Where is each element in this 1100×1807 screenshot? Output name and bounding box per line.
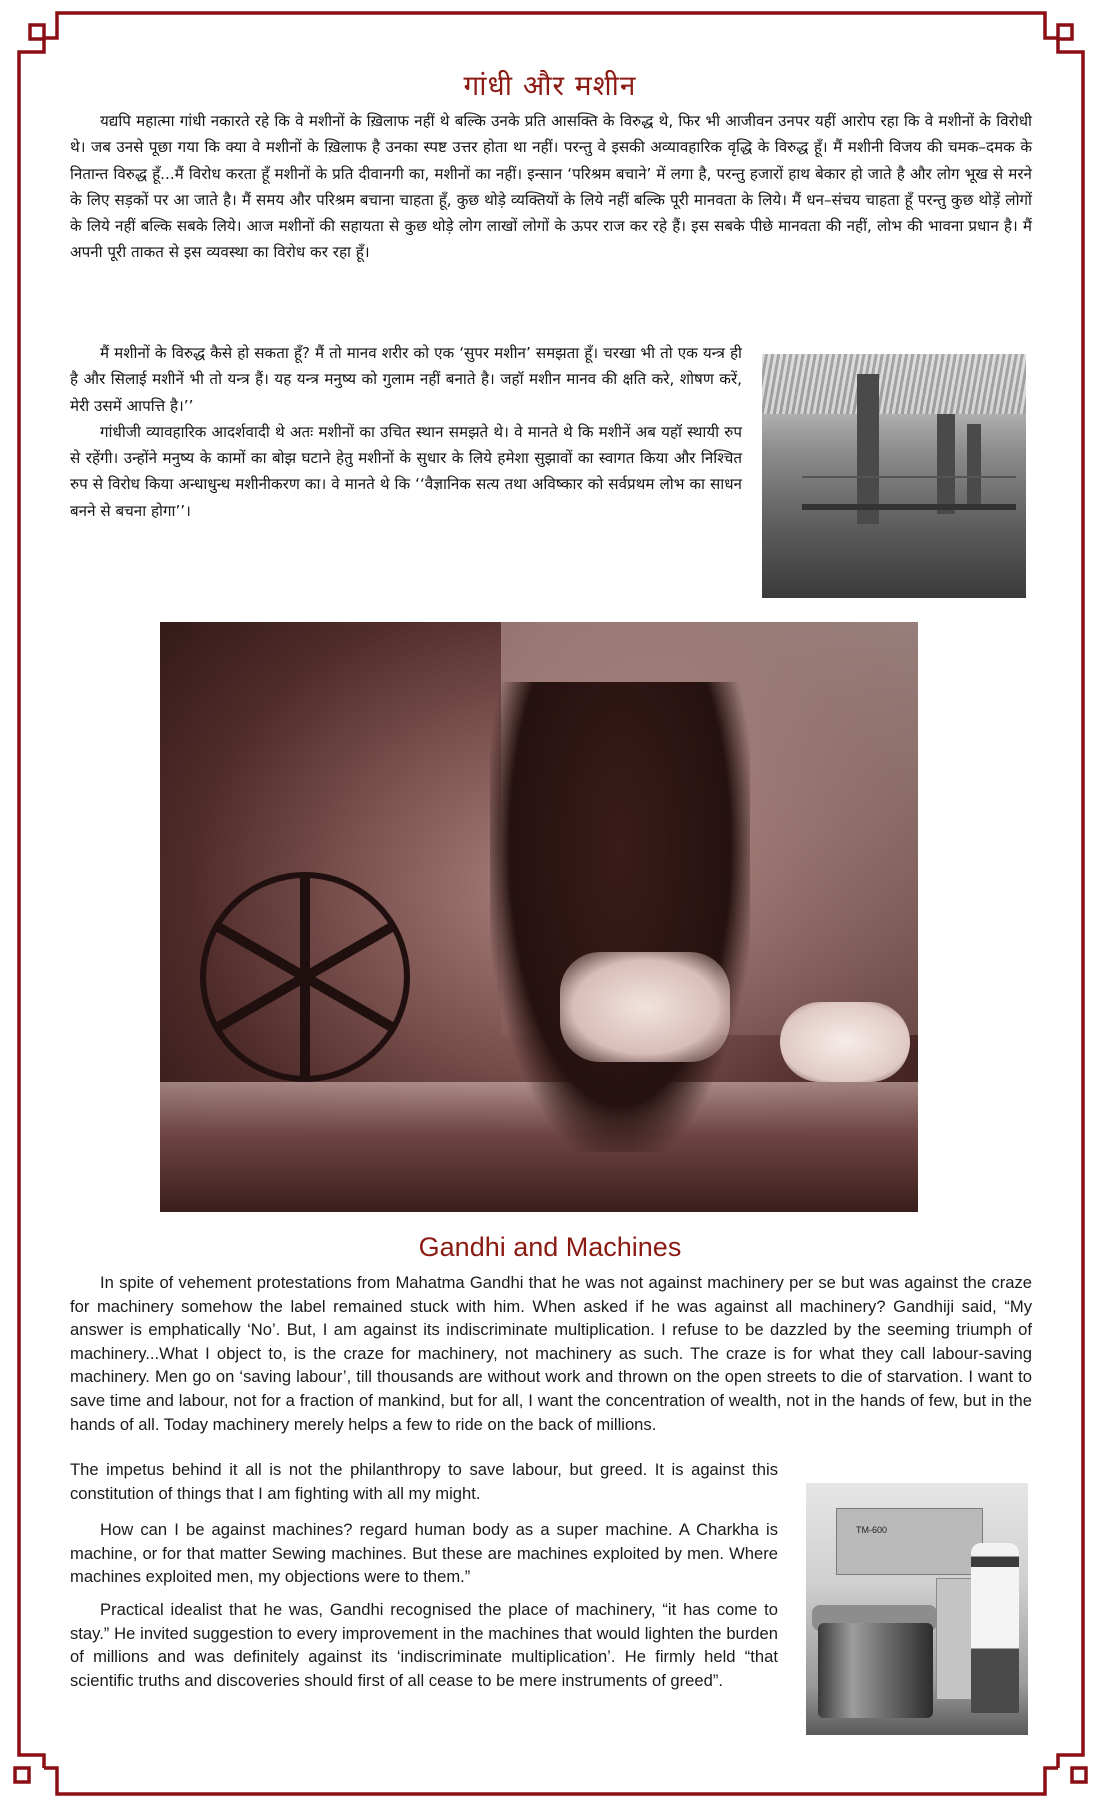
- english-intro-section: [70, 1271, 1032, 1436]
- mixer-label: TM-600: [856, 1525, 888, 1535]
- english-title: Gandhi and Machines: [418, 1232, 682, 1262]
- factory-railing: [802, 476, 1016, 478]
- photo-pillow: [780, 1002, 910, 1082]
- gandhi-dhoti: [560, 952, 730, 1062]
- gandhi-figure: [490, 682, 750, 1152]
- worker-figure: [971, 1543, 1019, 1713]
- english-paragraph-3: Practical idealist that he was, Gandhi recognised the place of machinery, “it has come to stay.” He invited suggestion to every improvement in the machines that would lighten the burden of millions and was definitely against its ‘indiscriminate multiplication’. He firmly held “that scientific truths and discoveries should first of all cease to be mere instruments of greed”.: [70, 1599, 778, 1690]
- english-paragraph-2: How can I be against machines? regard human body as a super machine. A Charkha is machine, or for that matter Sewing machines. But these are machines exploited by men. Where machines exploited men, my objections were to them.”: [70, 1520, 778, 1587]
- hindi-paragraph-3: गांधीजी व्यावहारिक आदर्शवादी थे अतः मशीनों का उचित स्थान समझते थे। वे मानते थे कि मशीनें अब यहॉ स्थायी रुप से रहेंगी। उन्होंने मनुष्य के कामों का बोझ घटाने हेतु मशीनों के सुधार के लिये हमेशा सुझावों का स्वागत किया और निश्चित रुप से विरोध किया अन्धाधुन्ध मशीनीकरण का। वे मानते थे कि ‘‘वैज्ञानिक सत्य तथा अविष्कार को सर्वप्रथम लोभ का साधन बनने से बचना होगा’’।: [70, 422, 742, 520]
- hindi-paragraph-2: मैं मशीनों के विरुद्ध कैसे हो सकता हूँ? मैं तो मानव शरीर को एक ‘सुपर मशीन’ समझता हूँ। चरखा भी तो एक यन्त्र ही है और सिलाई मशीनें भी तो यन्त्र हैं। यह यन्त्र मनुष्य को गुलाम नहीं बनाते है। जहॉ मशीन मानव की क्षति करे, शोषण करें, मेरी उसमें आपत्ति है।’’: [70, 344, 742, 415]
- factory-roof: [762, 354, 1026, 414]
- hindi-title: गांधी और मशीन: [463, 69, 637, 102]
- gandhi-charkha-photo: [160, 622, 918, 1212]
- factory-column: [857, 374, 879, 524]
- english-paragraph-1: In spite of vehement protestations from Mahatma Gandhi that he was not against machinery per se but was against the craze for machinery somehow the label remained stuck with him. When asked if he was against all machinery? Gandhiji said, “My answer is emphatically ‘No’. But, I am against its indiscriminate multiplication. I refuse to be dazzled by the seeming triumph of machinery...What I object to, is the craze for machinery, not machinery as such. The craze is for what they call labour-saving machinery. Men go on ‘saving labour’, till thousands are without work and thrown on the open streets to die of starvation. I want to save time and labour, not for a fraction of mankind, but for all, I want the concentration of wealth, not in the hands of few, but in the hands of all. Today machinery merely helps a few to ride on the back of millions.: [70, 1273, 1032, 1434]
- factory-column: [937, 414, 955, 514]
- factory-column: [967, 424, 981, 504]
- hindi-quote-section: [70, 340, 742, 524]
- mixer-photo: [806, 1483, 1028, 1735]
- english-quote-section: [70, 1458, 778, 1701]
- factory-platform: [802, 504, 1016, 510]
- english-paragraph-1-continued: The impetus behind it all is not the philanthropy to save labour, but greed. It is against this constitution of things that I am fighting with all my might.: [70, 1460, 778, 1503]
- mixer-head: [836, 1508, 983, 1575]
- hindi-intro-paragraph: [70, 108, 1032, 266]
- factory-photo: [762, 354, 1026, 598]
- mixer-tank: [818, 1623, 933, 1718]
- hindi-paragraph-1: यद्यपि महात्मा गांधी नकारते रहे कि वे मशीनों के ख़िलाफ नहीं थे बल्कि उनके प्रति आसक्ति के विरुद्ध थे, फिर भी आजीवन उनपर यहीं आरोप रहा कि वे मशीनों के विरोधी थे। जब उनसे पूछा गया कि क्या वे मशीनों के ख़िलाफ है उनका स्पष्ट उत्तर होता था नहीं। परन्तु वे इसकी अव्यावहारिक वृद्धि के विरुद्ध हूँ। मैं मशीनी विजय की चमक–दमक के नितान्त विरुद्ध हूँ...मैं विरोध करता हूँ मशीनों के प्रति दीवानगी का, मशीनों का नहीं। इन्सान ‘परिश्रम बचाने’ में लगा है, परन्तु हजारों हाथ बेकार हो जाते है और लोग भूख से मरने के लिए सड़कों पर आ जाते है। मैं समय और परिश्रम बचाना चाहता हूँ, कुछ थोड़े व्यक्तियों के लिये नहीं बल्कि पूरी मानवता के लिये। मैं धन–संचय चाहता हूँ परन्तु कुछ थोड़ें लोगों के लिये नहीं बल्कि सबके लिये। आज मशीनों की सहायता से कुछ थोड़े लोग लाखों लोगों के ऊपर राज कर रहे हैं। इस सबके पीछे मानवता की नहीं, लोभ की भावना प्रधान है। मैं अपनी पूरी ताकत से इस व्यवस्था का विरोध कर रहा हूँ।: [70, 112, 1033, 262]
